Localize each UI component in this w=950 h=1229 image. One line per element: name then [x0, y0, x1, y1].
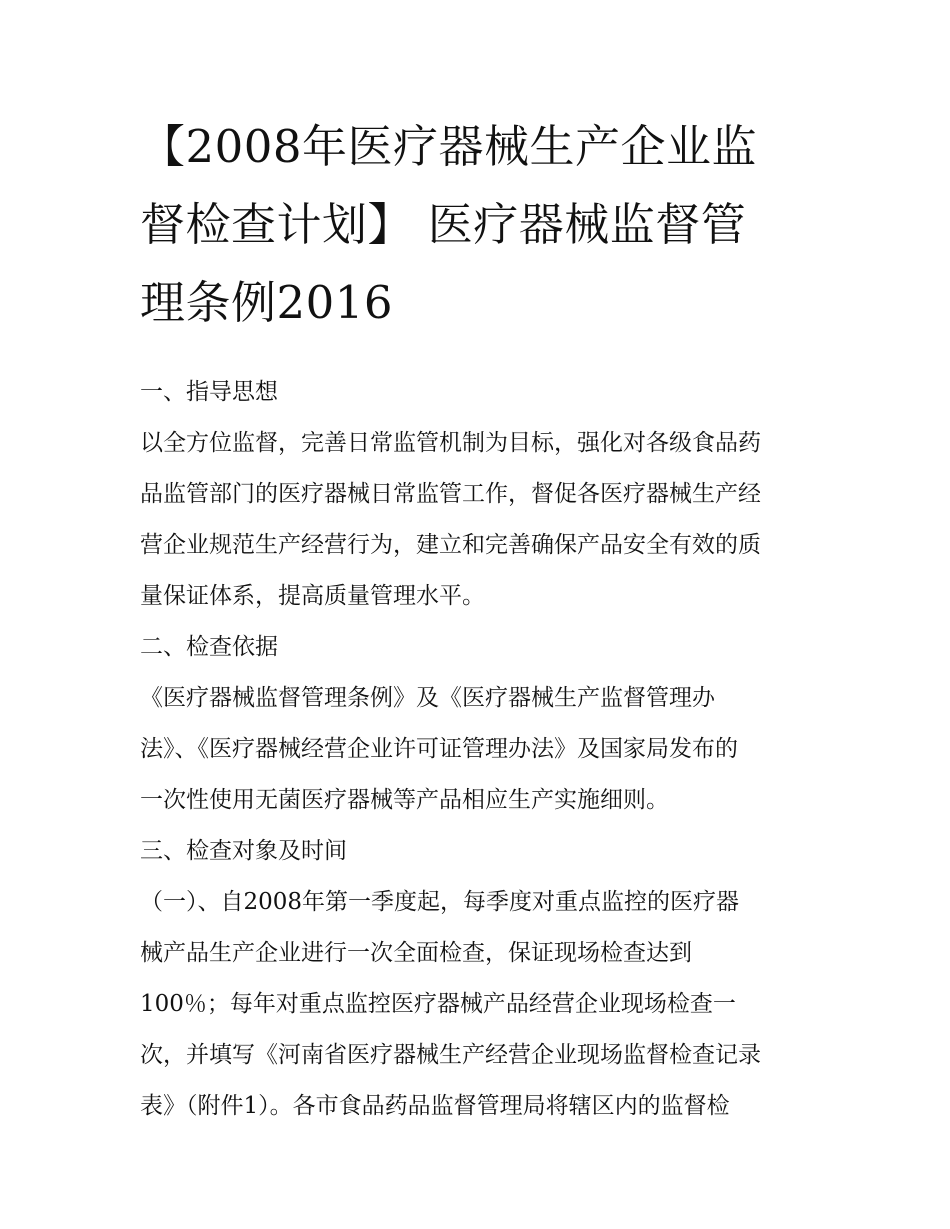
paragraph-line: 表》（附件1）。各市食品药品监督管理局将辖区内的监督检 — [140, 1093, 730, 1119]
document-page — [140, 108, 820, 1132]
title-line: 督检查计划】 医疗器械监督管 — [140, 198, 747, 251]
paragraph-line: 一次性使用无菌医疗器械等产品相应生产实施细则。 — [140, 787, 669, 813]
paragraph-line: 以全方位监督，完善日常监管机制为目标，强化对各级食品药 — [140, 430, 761, 456]
section-heading-basis: 二、检查依据 — [140, 634, 278, 660]
paragraph-line: 营企业规范生产经营行为，建立和完善确保产品安全有效的质 — [140, 532, 761, 558]
paragraph-line: 法》、《医疗器械经营企业许可证管理办法》及国家局发布的 — [140, 736, 738, 762]
title-line: 【2008年医疗器械生产企业监 — [140, 120, 758, 173]
paragraph-line: 《医疗器械监督管理条例》及《医疗器械生产监督管理办 — [140, 685, 715, 711]
paragraph-line: （一）、自2008年第一季度起，每季度对重点监控的医疗器 — [140, 889, 740, 915]
document-title — [140, 108, 820, 342]
document-body — [140, 367, 820, 1132]
section-heading-guiding-thought: 一、指导思想 — [140, 379, 278, 405]
paragraph-line: 械产品生产企业进行一次全面检查，保证现场检查达到 — [140, 940, 692, 966]
paragraph-line: 品监管部门的医疗器械日常监管工作，督促各医疗器械生产经 — [140, 481, 761, 507]
paragraph-line: 次，并填写《河南省医疗器械生产经营企业现场监督检查记录 — [140, 1042, 761, 1068]
title-line: 理条例2016 — [140, 276, 394, 329]
paragraph-line: 量保证体系，提高质量管理水平。 — [140, 583, 485, 609]
section-heading-objects-and-time: 三、检查对象及时间 — [140, 838, 347, 864]
paragraph-line: 100％；每年对重点监控医疗器械产品经营企业现场检查一 — [140, 991, 736, 1017]
